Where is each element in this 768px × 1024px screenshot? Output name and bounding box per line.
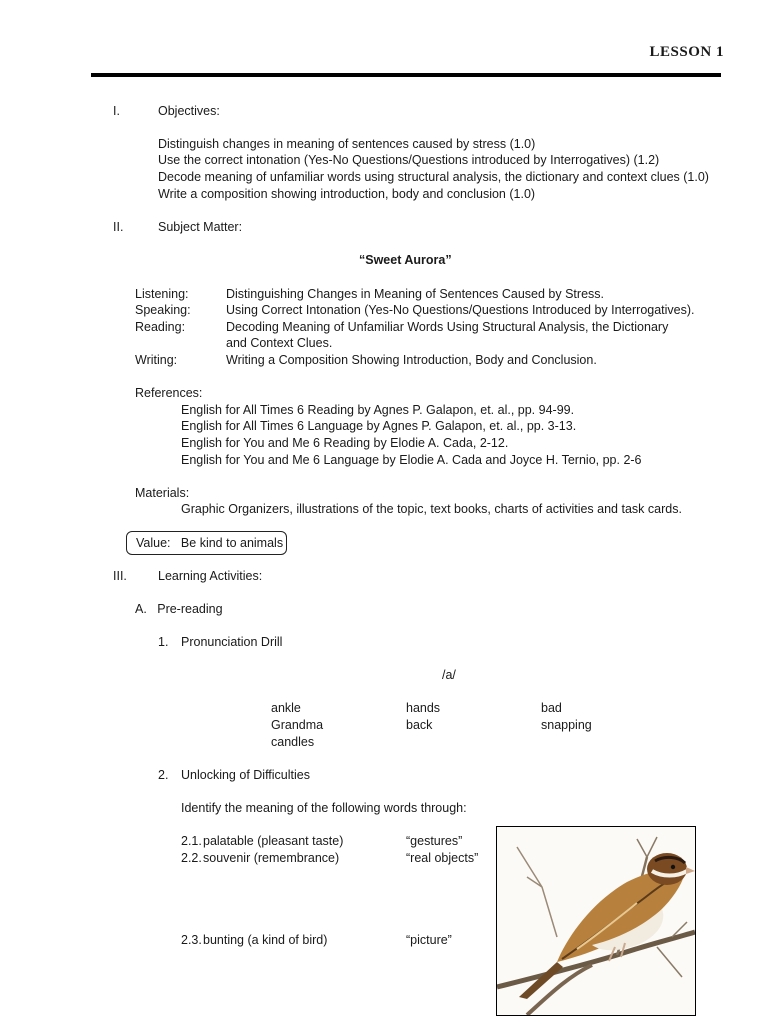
skill-text: Using Correct Intonation (Yes-No Questions/Questions Introduced by Interrogatives). <box>226 303 695 317</box>
unlock-instruction: Identify the meaning of the following words through: <box>181 801 467 815</box>
reference-item: English for All Times 6 Language by Agnes P. Galapon, et. al., pp. 3-13. <box>181 419 577 433</box>
drill-number: 1. <box>158 635 169 649</box>
phoneme: /a/ <box>442 668 456 682</box>
unlock-label: Unlocking of Difficulties <box>181 768 310 782</box>
value-text: Value: Be kind to animals <box>136 536 284 550</box>
references-label: References: <box>135 386 203 400</box>
vocab-clue: “picture” <box>406 933 452 947</box>
objective-item: Decode meaning of unfamiliar words using structural analysis, the dictionary and context clues (1.0) <box>158 170 709 184</box>
objective-item: Write a composition showing introduction, body and conclusion (1.0) <box>158 187 536 201</box>
drill-label: Pronunciation Drill <box>181 635 283 649</box>
lesson-title: LESSON 1 <box>649 44 724 60</box>
drill-word: back <box>406 718 433 732</box>
pre-reading-heading: A. Pre-reading <box>135 602 223 616</box>
section-1-label: Objectives: <box>158 104 220 118</box>
header-rule <box>91 73 721 77</box>
vocab-number: 2.2. <box>181 851 202 865</box>
skill-text-continued: and Context Clues. <box>226 336 333 350</box>
section-3-label: Learning Activities: <box>158 569 263 583</box>
unlock-number: 2. <box>158 768 169 782</box>
materials-text: Graphic Organizers, illustrations of the topic, text books, charts of activities and task cards. <box>181 502 682 516</box>
vocab-number: 2.1. <box>181 834 202 848</box>
reference-item: English for You and Me 6 Reading by Elodie A. Cada, 2-12. <box>181 436 509 450</box>
vocab-clue: “gestures” <box>406 834 463 848</box>
reference-item: English for All Times 6 Reading by Agnes P. Galapon, et. al., pp. 94-99. <box>181 403 575 417</box>
drill-word: candles <box>271 735 315 749</box>
skill-label: Writing: <box>135 353 178 367</box>
vocab-clue: “real objects” <box>406 851 479 865</box>
drill-word: bad <box>541 701 562 715</box>
section-3-number: III. <box>113 569 127 583</box>
drill-word: ankle <box>271 701 301 715</box>
objective-item: Use the correct intonation (Yes-No Questions/Questions introduced by Interrogatives) (1.2) <box>158 153 660 167</box>
vocab-word: bunting (a kind of bird) <box>203 933 328 947</box>
skill-label: Listening: <box>135 287 189 301</box>
reference-item: English for You and Me 6 Language by Elodie A. Cada and Joyce H. Ternio, pp. 2-6 <box>181 453 642 467</box>
materials-label: Materials: <box>135 486 190 500</box>
story-title: “Sweet Aurora” <box>359 253 452 267</box>
skill-label: Reading: <box>135 320 186 334</box>
skill-text: Decoding Meaning of Unfamiliar Words Using Structural Analysis, the Dictionary <box>226 320 669 334</box>
vocab-word: palatable (pleasant taste) <box>203 834 344 848</box>
drill-word: Grandma <box>271 718 324 732</box>
bunting-bird-image <box>496 826 696 1016</box>
section-2-label: Subject Matter: <box>158 220 243 234</box>
section-1-number: I. <box>113 104 120 118</box>
skill-text: Distinguishing Changes in Meaning of Sentences Caused by Stress. <box>226 287 604 301</box>
vocab-number: 2.3. <box>181 933 202 947</box>
drill-word: snapping <box>541 718 592 732</box>
skill-text: Writing a Composition Showing Introduction, Body and Conclusion. <box>226 353 597 367</box>
skill-label: Speaking: <box>135 303 191 317</box>
objective-item: Distinguish changes in meaning of sentences caused by stress (1.0) <box>158 137 536 151</box>
drill-word: hands <box>406 701 441 715</box>
section-2-number: II. <box>113 220 124 234</box>
vocab-word: souvenir (remembrance) <box>203 851 340 865</box>
